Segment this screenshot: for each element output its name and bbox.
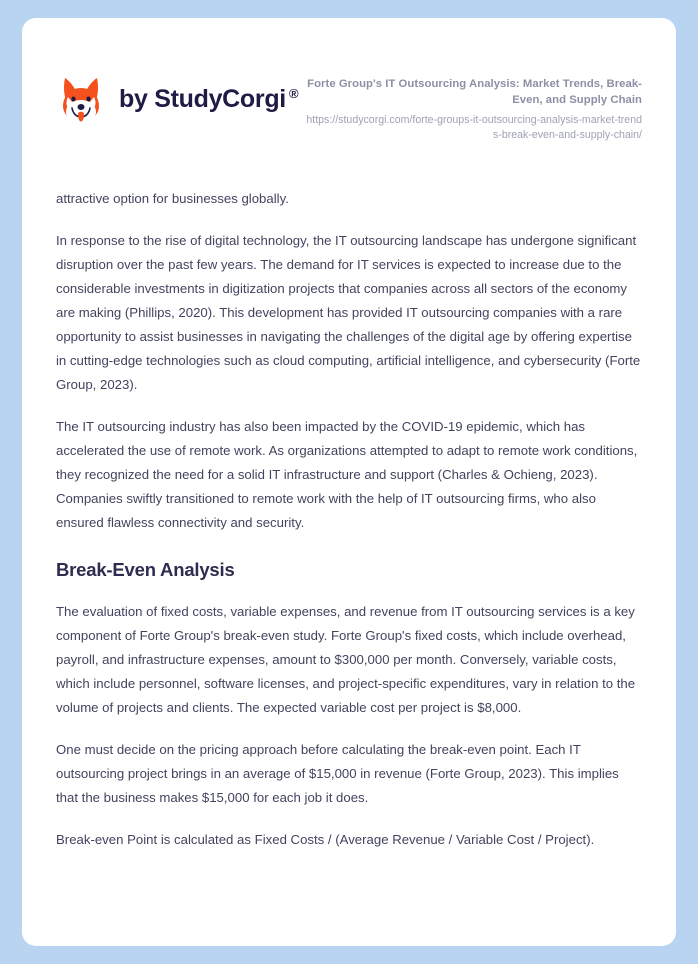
brand-name-text: by StudyCorgi [119,84,286,113]
paragraph-continued-intro: attractive option for businesses globally. [56,191,289,207]
registered-trademark-icon: ® [288,85,299,101]
studycorgi-brand[interactable] [56,70,298,124]
corgi-logo-icon [56,74,106,124]
document-header [22,18,676,143]
paragraph-covid-impact: The IT outsourcing industry has also been impacted by the COVID-19 epidemic, which has accelerated the use of remote work. As organizations attempted to adapt to remote work conditions, they recognized the need for a solid IT infrastructure and support (Charles & Ochieng, 2023). Companies swiftly transitioned to remote work with the help of IT outsourcing firms, who also ensured flawless connectivity and security. [56,419,638,531]
brand-name-label [119,85,298,114]
paragraph-pricing-approach: One must decide on the pricing approach before calculating the break-even point. Each IT outsourcing project brings in an average of $15,000 in revenue (Forte Group, 2023). This implies that the business makes $15,000 for each job it does. [56,742,619,806]
heading-break-even-analysis: Break-Even Analysis [56,559,235,581]
header-document-meta [302,70,642,143]
paragraph-break-even-formula: Break-even Point is calculated as Fixed Costs / (Average Revenue / Variable Cost / Project). [56,832,595,848]
document-url[interactable]: https://studycorgi.com/forte-groups-it-outsourcing-analysis-market-trends-break-even-and-supply-chain/ [306,113,642,142]
document-body [22,187,676,852]
document-page-sheet [22,18,676,946]
paragraph-digital-technology: In response to the rise of digital technology, the IT outsourcing landscape has undergone significant disruption over the past few years. The demand for IT services is expected to increase due to the considerable investments in digitization projects that companies across all sectors of the economy are making (Phillips, 2020). This development has provided IT outsourcing companies with a rare opportunity to assist businesses in navigating the challenges of the digital age by offering expertise in cutting-edge technologies such as cloud computing, artificial intelligence, and cybersecurity (Forte Group, 2023). [56,233,641,393]
document-title: Forte Group's IT Outsourcing Analysis: Market Trends, Break-Even, and Supply Chain [307,78,642,107]
paragraph-fixed-variable-costs: The evaluation of fixed costs, variable expenses, and revenue from IT outsourcing services is a key component of Forte Group's break-even study. Forte Group's fixed costs, which include overhead, payroll, and infrastructure expenses, amount to $300,000 per month. Conversely, variable costs, which include personnel, software licenses, and project-specific expenditures, vary in relation to the volume of projects and clients. The expected variable cost per project is $8,000. [56,604,636,716]
